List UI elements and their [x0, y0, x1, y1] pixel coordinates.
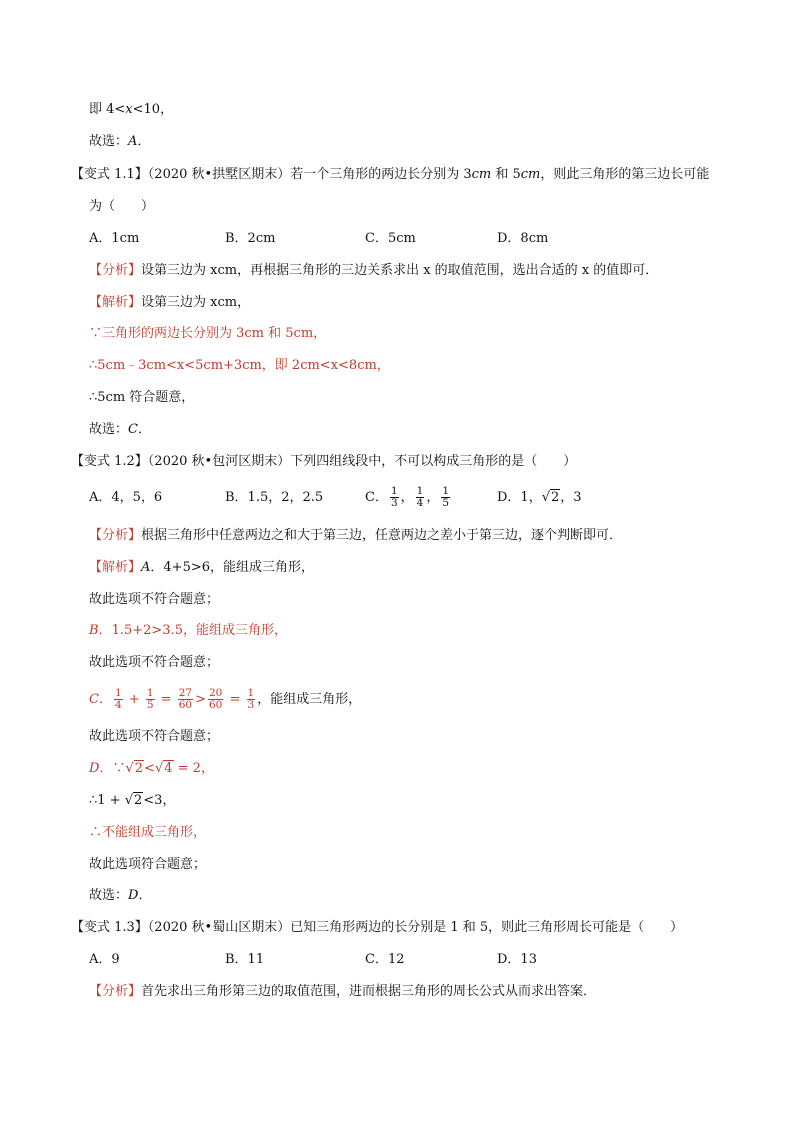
variant-1-1-title-cont: 为（ ） [89, 199, 155, 214]
variant-1-2-title: 【变式 1.2】（2020 秋•包河区期末）下列四组线段中，不可以构成三角形的是（ ） [71, 454, 577, 469]
variant-1-1-step-2: ∴5cm﹣3cm<x<5cm+3cm，即 2cm<x<8cm， [89, 358, 390, 373]
answer-choice-line: 故选：A． [89, 134, 151, 149]
variant-1-2-solution-c: C． $\frac{1}{4}$ + $\frac{1}{5}$ = $\frac{27}{60}$ > $\frac{20}{60}$ = $\frac{1}{3}$ ，能组成三角形， [89, 687, 362, 711]
fraction: $\frac{1}{5}$ [442, 485, 450, 509]
answer-range-line: 即 4<x<10， [89, 102, 174, 117]
variant-1-1-step-1: ∵三角形的两边长分别为 3cm 和 5cm， [89, 326, 327, 341]
variant-1-3-analysis: 【分析】首先求出三角形第三边的取值范围，进而根据三角形的周长公式从而求出答案． [89, 984, 597, 999]
option-c: C．5cm [365, 231, 416, 246]
option-a: A．9 [89, 952, 120, 967]
variant-1-1-choice: 故选：C． [89, 422, 151, 437]
fraction: $\frac{1}{4}$ [416, 485, 424, 509]
option-c: C． $\frac{1}{3}$ ， $\frac{1}{4}$ ， $\frac{1}{5}$ [365, 485, 450, 509]
analysis-tag: 【分析】 [89, 984, 142, 999]
option-d: D．1，√2，3 [497, 490, 582, 505]
option-b: B．2cm [225, 231, 276, 246]
variant-1-2-analysis: 【分析】根据三角形中任意两边之和大于第三边，任意两边之差小于第三边，逐个判断即可． [89, 528, 623, 543]
option-c: C．12 [365, 952, 405, 967]
not-fit-line: 故此选项不符合题意； [89, 592, 220, 607]
variant-1-3-title: 【变式 1.3】（2020 秋•蜀山区期末）已知三角形两边的长分别是 1 和 5，则此三角形周长可能是（ ） [71, 920, 684, 935]
variant-1-1-title: 【变式 1.1】（2020 秋•拱墅区期末）若一个三角形的两边长分别为 3cm 和 5cm，则此三角形的第三边长可能 [71, 167, 710, 182]
variant-1-2-solution-d: D．∵√2<√4 = 2， [89, 761, 214, 776]
option-a: A．1cm [89, 231, 140, 246]
option-b: B．11 [225, 952, 265, 967]
variant-1-2-solution-b: B．1.5+2>3.5，能组成三角形， [89, 623, 287, 638]
variant-1-2-step-d2: ∴1 + √2<3， [89, 793, 176, 808]
option-d: D．8cm [497, 231, 549, 246]
variant-1-1-analysis: 【分析】设第三边为 xcm，再根据三角形的三边关系求出 x 的取值范围，选出合适的 x 的值即可． [89, 263, 659, 278]
analysis-tag: 【分析】 [89, 263, 142, 278]
analysis-tag: 【分析】 [89, 528, 142, 543]
option-a: A．4，5，6 [89, 490, 163, 505]
not-fit-line: 故此选项不符合题意； [89, 729, 220, 744]
fit-line: 故此选项符合题意； [89, 857, 207, 872]
solution-tag: 【解析】 [89, 560, 142, 575]
not-fit-line: 故此选项不符合题意； [89, 655, 220, 670]
variant-1-2-step-d3: ∴不能组成三角形， [89, 825, 207, 840]
option-d: D．13 [497, 952, 537, 967]
variant-1-2-solution-a: 【解析】A．4+5>6，能组成三角形， [89, 560, 315, 575]
fraction: $\frac{1}{3}$ [390, 485, 398, 509]
variant-1-1-step-3: ∴5cm 符合题意， [89, 390, 195, 405]
option-b: B．1.5，2，2.5 [225, 490, 324, 505]
variant-1-1-solution: 【解析】设第三边为 xcm， [89, 295, 251, 310]
variant-1-2-choice: 故选：D． [89, 888, 152, 903]
solution-tag: 【解析】 [89, 295, 142, 310]
